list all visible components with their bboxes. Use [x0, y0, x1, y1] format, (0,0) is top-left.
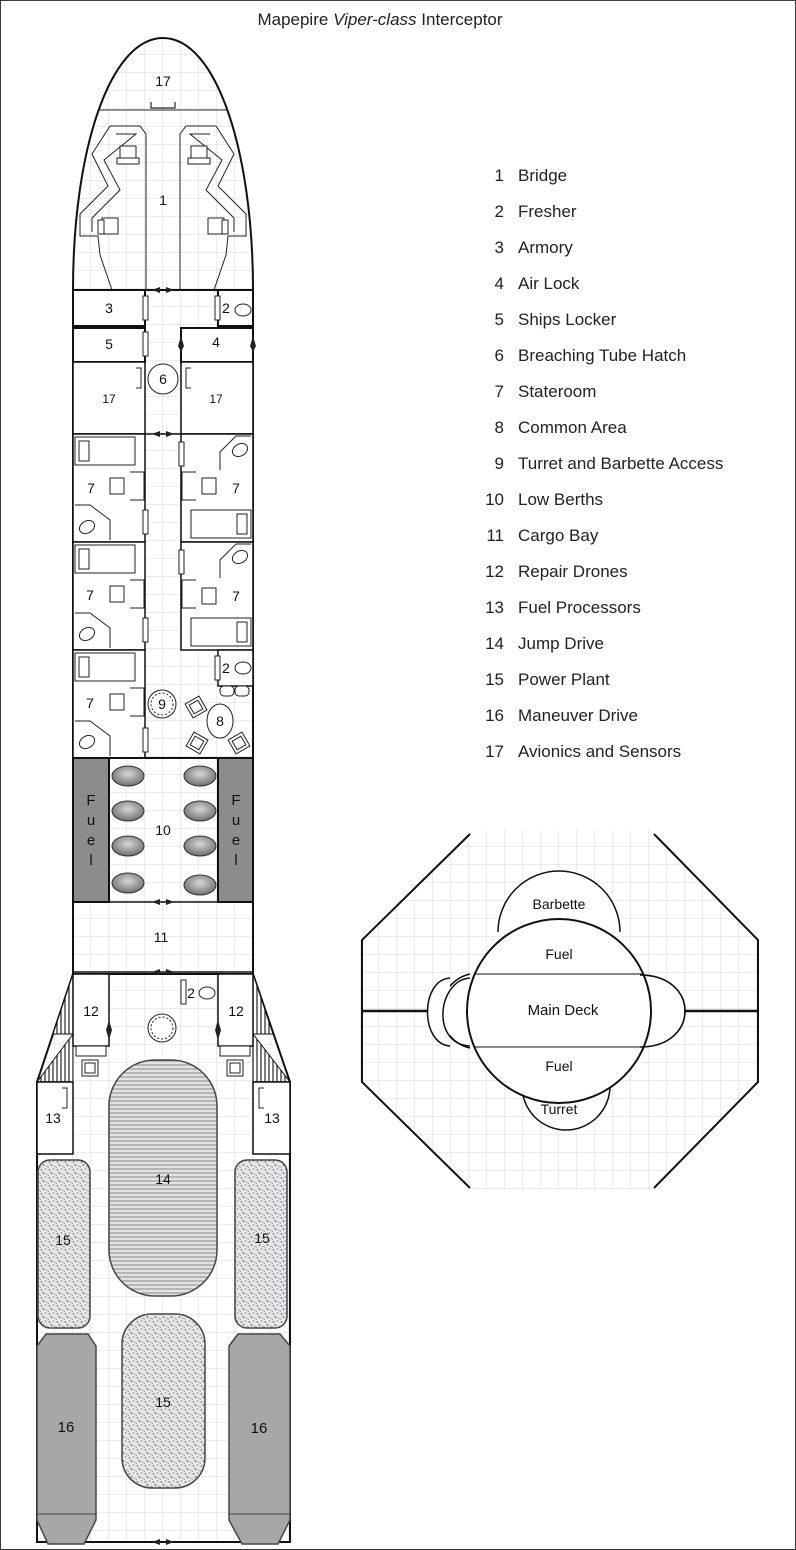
legend-number: 10 [485, 490, 504, 509]
fuel-tank-letter: F [86, 792, 96, 809]
room-number-6: 6 [159, 371, 167, 387]
legend-number: 9 [494, 454, 504, 473]
legend-label: Power Plant [518, 670, 610, 689]
legend-number: 11 [486, 526, 504, 545]
cross-section-turret-label: Turret [540, 1101, 578, 1117]
room-number-17: 17 [155, 73, 171, 89]
fuel-tank-letter: u [86, 812, 96, 829]
room-number-1: 1 [159, 192, 167, 208]
room-number-7: 7 [232, 588, 240, 604]
room-number-16: 16 [250, 1420, 268, 1437]
legend-label: Repair Drones [518, 562, 628, 581]
legend-number: 2 [494, 202, 504, 221]
fuel-tank-letter: u [231, 812, 241, 829]
room-number-17: 17 [209, 392, 223, 406]
legend-label: Breaching Tube Hatch [518, 346, 687, 365]
room-number-12: 12 [228, 1003, 244, 1019]
room-number-7: 7 [87, 480, 95, 496]
legend-number: 1 [494, 166, 504, 185]
room-number-10: 10 [155, 822, 171, 838]
room-number-2: 2 [187, 985, 195, 1001]
room-number-15: 15 [155, 1394, 171, 1410]
legend-number: 3 [494, 238, 504, 257]
legend-label: Avionics and Sensors [518, 742, 682, 761]
legend-number: 6 [494, 346, 504, 365]
legend-number: 16 [485, 706, 504, 725]
room-number-13: 13 [264, 1110, 280, 1126]
cross-section-main-deck-label: Main Deck [527, 1002, 599, 1019]
legend-label: Jump Drive [518, 634, 604, 653]
room-number-17: 17 [102, 392, 116, 406]
title-prefix: Mapepire [257, 10, 329, 29]
legend-label: Low Berths [518, 490, 604, 509]
room-number-5: 5 [105, 336, 113, 352]
legend-label: Fresher [518, 202, 577, 221]
room-number-13: 13 [45, 1110, 61, 1126]
legend-number: 13 [485, 598, 504, 617]
room-number-4: 4 [212, 334, 220, 350]
legend-label: Fuel Processors [518, 598, 641, 617]
room-number-14: 14 [155, 1171, 171, 1187]
fuel-tank-letter: e [86, 832, 96, 849]
room-number-8: 8 [216, 713, 224, 729]
room-number-12: 12 [83, 1003, 99, 1019]
legend-label: Common Area [518, 418, 627, 437]
fuel-tank-letter: e [231, 832, 241, 849]
room-number-15: 15 [55, 1232, 71, 1248]
room-number-7: 7 [232, 480, 240, 496]
legend-label: Stateroom [518, 382, 597, 401]
fuel-tank-letter: l [89, 852, 93, 869]
cross-section-fuel-bottom-label: Fuel [545, 1058, 573, 1074]
legend-number: 15 [485, 670, 504, 689]
title-class-name: Viper-class [333, 10, 417, 29]
legend-number: 17 [485, 742, 504, 761]
cross-section-fuel-top-label: Fuel [545, 946, 573, 962]
room-number-15: 15 [254, 1230, 270, 1246]
legend-label: Air Lock [518, 274, 580, 293]
room-number-11: 11 [153, 929, 169, 945]
fuel-tank-letter: F [231, 792, 241, 809]
title-suffix: Interceptor [421, 10, 503, 29]
legend-number: 4 [494, 274, 504, 293]
legend-label: Bridge [518, 166, 568, 185]
fuel-tank-letter: l [234, 852, 238, 869]
legend-label: Maneuver Drive [518, 706, 638, 725]
legend-label: Ships Locker [518, 310, 617, 329]
room-number-16: 16 [57, 1419, 75, 1436]
legend-number: 7 [494, 382, 504, 401]
legend-label: Armory [518, 238, 573, 257]
room-number-7: 7 [86, 587, 94, 603]
cross-section-barbette-label: Barbette [532, 896, 586, 912]
legend-number: 5 [494, 310, 504, 329]
legend-label: Turret and Barbette Access [518, 454, 724, 473]
room-number-3: 3 [105, 300, 113, 316]
room-number-9: 9 [158, 696, 166, 712]
legend-number: 8 [494, 418, 504, 437]
cross-section [360, 830, 758, 1190]
room-number-2: 2 [222, 660, 230, 676]
room-number-7: 7 [86, 695, 94, 711]
legend-number: 14 [485, 634, 504, 653]
legend-number: 12 [485, 562, 504, 581]
room-number-2: 2 [222, 300, 230, 316]
legend-label: Cargo Bay [518, 526, 599, 545]
